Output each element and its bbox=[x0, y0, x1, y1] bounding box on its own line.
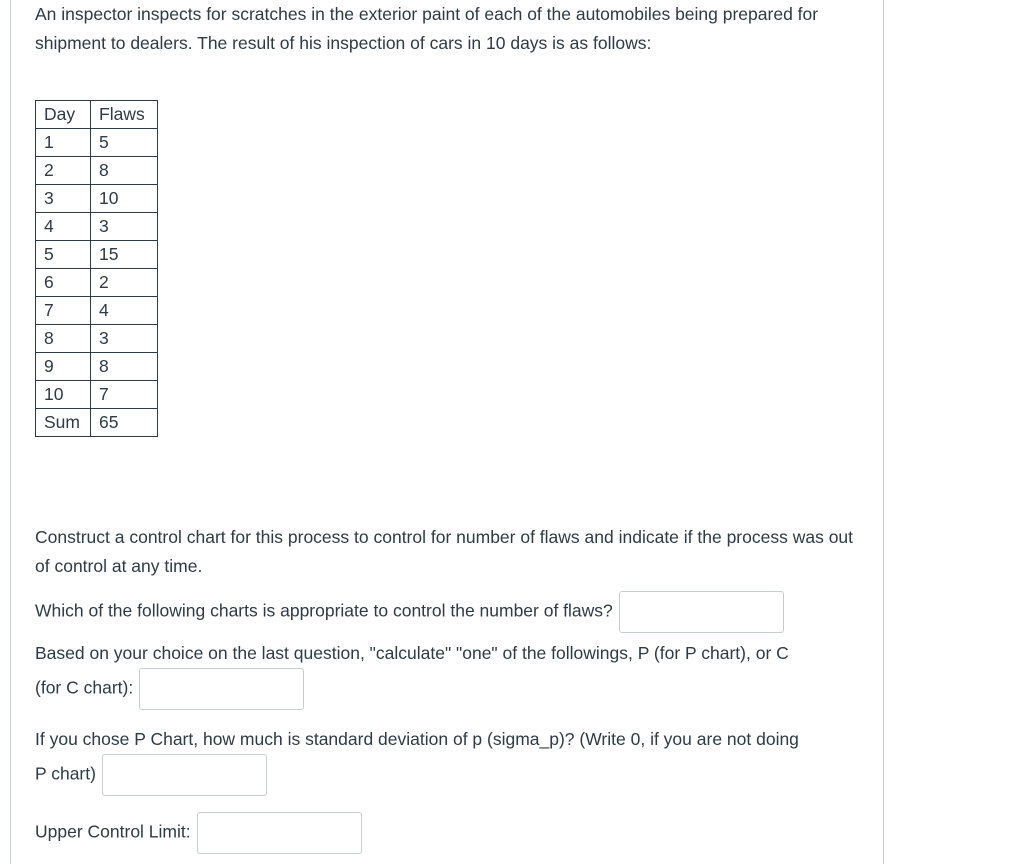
question-intro: An inspector inspects for scratches in the exterior paint of each of the automobiles being prepared for shipment to dealers. The result of his inspection of cars in 10 days is as follows: bbox=[35, 4, 819, 53]
table-cell-flaws: 3 bbox=[91, 213, 158, 241]
question-border-right bbox=[883, 0, 884, 864]
table-row bbox=[36, 157, 158, 185]
table-cell-day: 9 bbox=[36, 353, 91, 381]
table-cell-flaws: 10 bbox=[91, 185, 158, 213]
sigma-p-answer-input[interactable] bbox=[102, 754, 267, 796]
question-4 bbox=[35, 812, 362, 854]
table-row bbox=[36, 297, 158, 325]
flaws-table-body bbox=[36, 101, 158, 437]
table-row bbox=[36, 325, 158, 353]
table-cell-flaws: 65 bbox=[91, 409, 158, 437]
table-row bbox=[36, 213, 158, 241]
table-header-flaws: Flaws bbox=[91, 101, 158, 129]
table-row bbox=[36, 381, 158, 409]
table-cell-flaws: 3 bbox=[91, 325, 158, 353]
table-cell-flaws: 15 bbox=[91, 241, 158, 269]
upper-control-limit-input[interactable] bbox=[197, 812, 362, 854]
table-row bbox=[36, 353, 158, 381]
table-cell-flaws: 8 bbox=[91, 157, 158, 185]
instruction-text: Construct a control chart for this process to control for number of flaws and indicate if the process was out of control at any time. bbox=[35, 527, 854, 576]
question-border-left bbox=[10, 0, 11, 864]
table-cell-day: 8 bbox=[36, 325, 91, 353]
question-2-label: (for C chart): bbox=[35, 677, 134, 698]
table-cell-flaws: 8 bbox=[91, 353, 158, 381]
flaws-table bbox=[35, 100, 158, 437]
table-cell-flaws: 2 bbox=[91, 269, 158, 297]
table-cell-flaws: 4 bbox=[91, 297, 158, 325]
table-cell-day: 10 bbox=[36, 381, 91, 409]
question-3-line-2 bbox=[35, 754, 267, 796]
chart-type-answer-input[interactable] bbox=[619, 591, 784, 633]
table-cell-day: 7 bbox=[36, 297, 91, 325]
question-2-line-1: Based on your choice on the last question, "calculate" "one" of the followings, P (for P chart), or C bbox=[35, 643, 789, 663]
question-1 bbox=[35, 591, 784, 633]
table-cell-flaws: 7 bbox=[91, 381, 158, 409]
table-cell-day: Sum bbox=[36, 409, 91, 437]
table-cell-day: 2 bbox=[36, 157, 91, 185]
table-row bbox=[36, 269, 158, 297]
question-2-line-2 bbox=[35, 668, 304, 710]
table-row bbox=[36, 241, 158, 269]
table-cell-day: 5 bbox=[36, 241, 91, 269]
table-row bbox=[36, 129, 158, 157]
table-row bbox=[36, 409, 158, 437]
table-cell-day: 3 bbox=[36, 185, 91, 213]
table-header-row bbox=[36, 101, 158, 129]
table-cell-flaws: 5 bbox=[91, 129, 158, 157]
question-4-label: Upper Control Limit: bbox=[35, 821, 191, 842]
question-1-label: Which of the following charts is appropriate to control the number of flaws? bbox=[35, 600, 613, 621]
table-cell-day: 6 bbox=[36, 269, 91, 297]
question-3-label: P chart) bbox=[35, 763, 96, 784]
question-3-line-1: If you chose P Chart, how much is standard deviation of p (sigma_p)? (Write 0, if you are not doing bbox=[35, 729, 799, 749]
table-cell-day: 1 bbox=[36, 129, 91, 157]
table-row bbox=[36, 185, 158, 213]
table-cell-day: 4 bbox=[36, 213, 91, 241]
p-or-c-answer-input[interactable] bbox=[139, 668, 304, 710]
table-header-day: Day bbox=[36, 101, 91, 129]
